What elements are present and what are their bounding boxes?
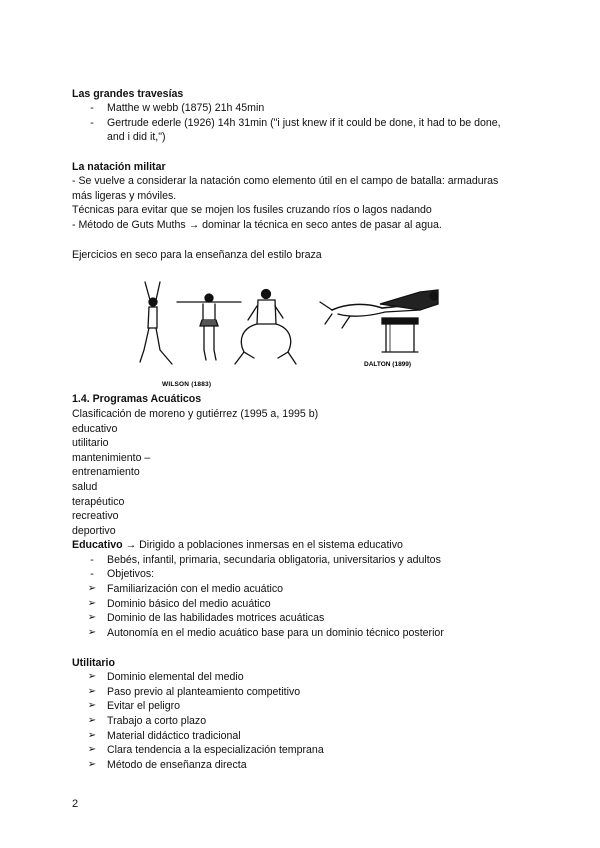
- caption-wilson: WILSON (1883): [162, 381, 212, 388]
- dash-bullet: -: [90, 117, 94, 129]
- program-type: recreativo: [72, 510, 119, 522]
- utilitario-item: Método de enseñanza directa: [107, 759, 247, 771]
- page-number: 2: [72, 798, 79, 810]
- dash-bullet: -: [90, 102, 94, 114]
- arrow-bullet-icon: ➢: [87, 744, 97, 755]
- arrow-bullet-icon: ➢: [87, 730, 97, 741]
- program-type: salud: [72, 481, 98, 493]
- paragraph-line: más ligeras y móviles.: [72, 190, 177, 202]
- objective-item: Dominio básico del medio acuático: [107, 598, 271, 610]
- section-heading-travesias: Las grandes travesías: [72, 88, 184, 100]
- list-item: Bebés, infantil, primaria, secundaria obligatoria, universitarios y adultos: [107, 554, 441, 566]
- list-item-continued: and i did it,"): [107, 131, 166, 143]
- program-type: terapéutico: [72, 496, 125, 508]
- program-type: educativo: [72, 423, 118, 435]
- section-heading-utilitario: Utilitario: [72, 657, 115, 669]
- dash-bullet: -: [90, 568, 94, 580]
- program-type: mantenimiento –: [72, 452, 151, 464]
- section-heading-militar: La natación militar: [72, 161, 166, 173]
- arrow-bullet-icon: ➢: [87, 612, 97, 623]
- utilitario-item: Trabajo a corto plazo: [107, 715, 207, 727]
- educativo-line: [72, 538, 403, 552]
- utilitario-item: Paso previo al planteamiento competitivo: [107, 686, 301, 698]
- arrow-bullet-icon: ➢: [87, 583, 97, 594]
- objective-item: Dominio de las habilidades motrices acuáticas: [107, 612, 325, 624]
- arrow-bullet-icon: ➢: [87, 671, 97, 682]
- program-type: deportivo: [72, 525, 116, 537]
- educativo-description: → Dirigido a poblaciones inmersas en el sistema educativo: [122, 539, 403, 551]
- arrow-bullet-icon: ➢: [87, 686, 97, 697]
- objective-item: Familiarización con el medio acuático: [107, 583, 284, 595]
- paragraph-line: - Método de Guts Muths → dominar la técnica en seco antes de pasar al agua.: [72, 219, 442, 231]
- arrow-bullet-icon: ➢: [87, 759, 97, 770]
- section-heading-programas: 1.4. Programas Acuáticos: [72, 393, 202, 405]
- educativo-label: Educativo: [72, 539, 123, 551]
- utilitario-item: Material didáctico tradicional: [107, 730, 241, 742]
- utilitario-item: Evitar el peligro: [107, 700, 181, 712]
- classification-line: Clasificación de moreno y gutiérrez (1995 a, 1995 b): [72, 408, 319, 420]
- paragraph-line: - Se vuelve a considerar la natación como elemento útil en el campo de batalla: armaduras: [72, 175, 499, 187]
- program-type: entrenamiento: [72, 466, 140, 478]
- arrow-bullet-icon: ➢: [87, 598, 97, 609]
- list-item: Objetivos:: [107, 568, 155, 580]
- utilitario-item: Clara tendencia a la especialización temprana: [107, 744, 324, 756]
- ejercicios-text: Ejercicios en seco para la enseñanza del estilo braza: [72, 249, 322, 261]
- list-item: Matthe w webb (1875) 21h 45min: [107, 102, 265, 114]
- swimming-exercise-illustration: [120, 280, 460, 392]
- objective-item: Autonomía en el medio acuático base para un dominio técnico posterior: [107, 627, 444, 639]
- utilitario-item: Dominio elemental del medio: [107, 671, 244, 683]
- caption-dalton: DALTON (1899): [364, 361, 412, 368]
- figures-drawing: [120, 280, 460, 392]
- list-item: Gertrude ederle (1926) 14h 31min ("i just knew if it could be done, it had to be done,: [107, 117, 501, 129]
- program-type: utilitario: [72, 437, 109, 449]
- arrow-bullet-icon: ➢: [87, 627, 97, 638]
- arrow-bullet-icon: ➢: [87, 715, 97, 726]
- paragraph-line: Técnicas para evitar que se mojen los fusiles cruzando ríos o lagos nadando: [72, 204, 432, 216]
- arrow-bullet-icon: ➢: [87, 700, 97, 711]
- dash-bullet: -: [90, 554, 94, 566]
